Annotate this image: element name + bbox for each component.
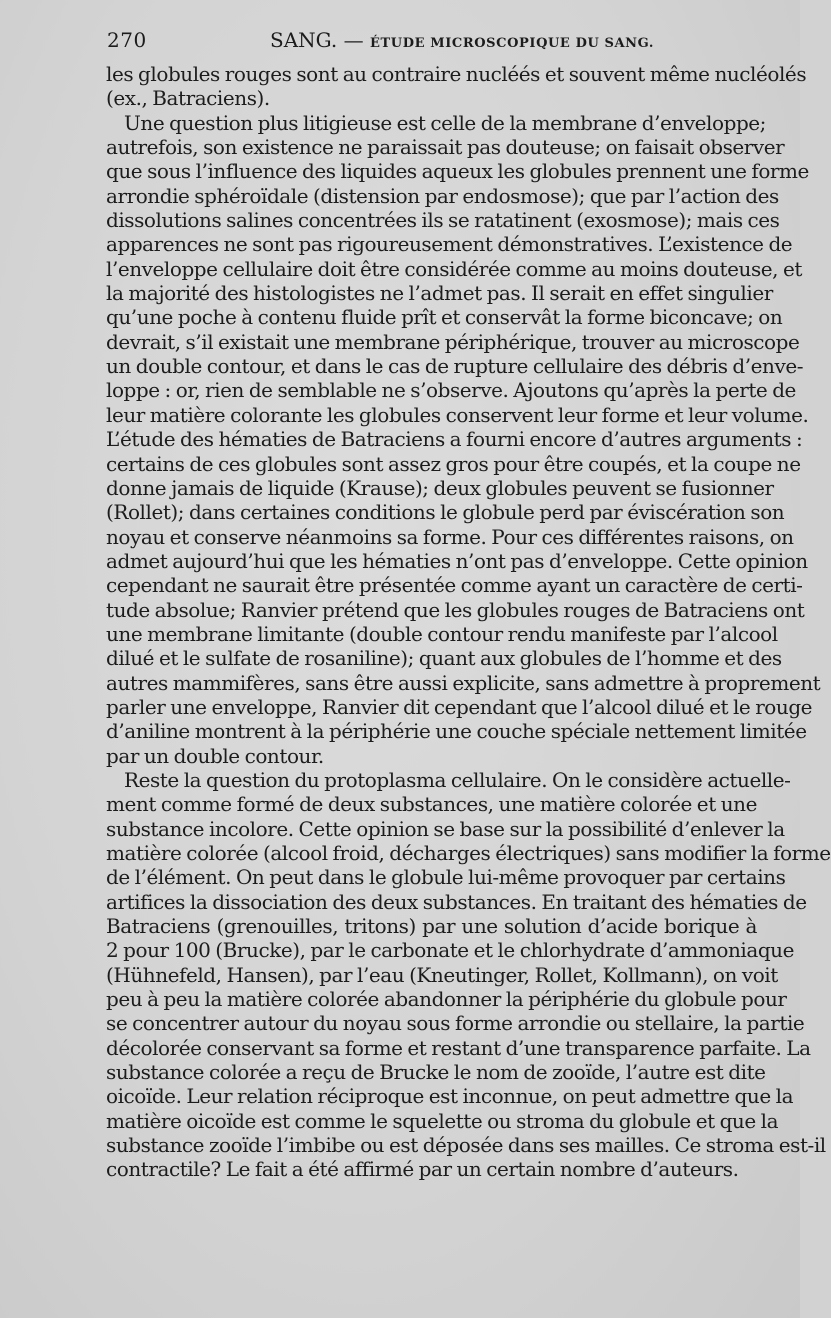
text-line: d’aniline montrent à la périphérie une couche spéciale nettement limitée [106, 719, 807, 744]
text-line: la majorité des histologistes ne l’admet pas. Il serait en effet singulier [106, 281, 773, 306]
text-line: dilué et le sulfate de rosaniline); quant aux globules de l’homme et des [106, 646, 782, 671]
text-line: devrait, s’il existait une membrane périphérique, trouver au microscope [106, 329, 800, 354]
text-line: dissolutions salines concentrées ils se ratatinent (exosmose); mais ces [106, 208, 780, 233]
text-line: cependant ne saurait être présentée comme ayant un caractère de certi- [106, 573, 803, 598]
text-line: Batraciens (grenouilles, tritons) par une solution d’acide borique à [106, 914, 757, 939]
text-line: noyau et conserve néanmoins sa forme. Pour ces différentes raisons, on [106, 524, 794, 549]
text-line: (ex., Batraciens). [106, 86, 270, 111]
text-line: les globules rouges sont au contraire nucléés et souvent même nucléolés [106, 62, 807, 86]
text-line: loppe : or, rien de semblable ne s’observe. Ajoutons qu’après la perte de [106, 378, 796, 403]
text-line: autrefois, son existence ne paraissait pas douteuse; on faisait observer [106, 135, 785, 160]
section-title: SANG. [270, 28, 338, 52]
text-line: qu’une poche à contenu fluide prît et conservât la forme biconcave; on [106, 305, 783, 330]
running-title [270, 28, 654, 52]
body-text [106, 62, 831, 1182]
paragraph [106, 767, 831, 1182]
text-line: l’enveloppe cellulaire doit être considérée comme au moins douteuse, et [106, 256, 802, 281]
text-line: L’étude des hématies de Batraciens a fourni encore d’autres arguments : [106, 427, 803, 452]
text-line: artifices la dissociation des deux substances. En traitant des hématies de [106, 889, 807, 914]
text-line: (Hühnefeld, Hansen), par l’eau (Kneutinger, Rollet, Kollmann), on voit [106, 962, 778, 987]
title-dash: — [337, 28, 370, 52]
text-line: que sous l’influence des liquides aqueux les globules prennent une forme [106, 159, 809, 184]
text-line: de l’élément. On peut dans le globule lui-même provoquer par certains [106, 865, 786, 890]
text-line: (Rollet); dans certaines conditions le globule perd par éviscération son [106, 500, 785, 525]
text-line: une membrane limitante (double contour rendu manifeste par l’alcool [106, 621, 778, 646]
text-line: par un double contour. [106, 743, 324, 768]
text-line: parler une enveloppe, Ranvier dit cependant que l’alcool dilué et le rouge [106, 694, 813, 719]
running-head [107, 28, 757, 54]
text-line: admet aujourd’hui que les hématies n’ont pas d’enveloppe. Cette opinion [106, 548, 808, 573]
text-line: 2 pour 100 (Brucke), par le carbonate et le chlorhydrate d’ammoniaque [106, 938, 794, 963]
text-line: oicoïde. Leur relation réciproque est inconnue, on peut admettre que la [106, 1084, 794, 1109]
text-line: substance colorée a reçu de Brucke le nom de zooïde, l’autre est dite [106, 1060, 766, 1085]
text-line: matière colorée (alcool froid, décharges électriques) sans modifier la forme [106, 841, 831, 865]
text-line: un double contour, et dans le cas de rupture cellulaire des débris d’enve- [106, 354, 804, 379]
paragraph [106, 110, 821, 768]
text-line: leur matière colorante les globules conservent leur forme et leur volume. [106, 402, 809, 427]
text-line: certains de ces globules sont assez gros pour être coupés, et la coupe ne [106, 451, 801, 476]
text-line: tude absolue; Ranvier prétend que les globules rouges de Batraciens ont [106, 597, 805, 622]
text-line: donne jamais de liquide (Krause); deux globules peuvent se fusionner [106, 475, 774, 500]
text-line: ment comme formé de deux substances, une matière colorée et une [106, 792, 757, 817]
text-line: contractile? Le fait a été affirmé par un certain nombre d’auteurs. [106, 1157, 739, 1182]
text-line: apparences ne sont pas rigoureusement démonstratives. L’existence de [106, 232, 793, 257]
text-line: Une question plus litigieuse est celle de la membrane d’enveloppe; [124, 110, 766, 135]
paragraph [106, 62, 807, 111]
text-line: autres mammifères, sans être aussi explicite, sans admettre à proprement [106, 670, 821, 695]
text-line: se concentrer autour du noyau sous forme arrondie ou stellaire, la partie [106, 1011, 805, 1036]
text-line: substance incolore. Cette opinion se base sur la possibilité d’enlever la [106, 816, 785, 841]
text-line: peu à peu la matière colorée abandonner la périphérie du globule pour [106, 987, 787, 1012]
text-line: substance zooïde l’imbibe ou est déposée dans ses mailles. Ce stroma est-il [106, 1133, 826, 1158]
text-line: Reste la question du protoplasma cellulaire. On le considère actuelle- [124, 767, 791, 792]
text-line: matière oicoïde est comme le squelette ou stroma du globule et que la [106, 1108, 779, 1133]
text-line: décolorée conservant sa forme et restant d’une transparence parfaite. La [106, 1035, 811, 1060]
text-line: arrondie sphéroïdale (distension par endosmose); que par l’action des [106, 183, 779, 208]
section-subtitle: ÉTUDE MICROSCOPIQUE DU SANG. [369, 36, 655, 51]
page-number: 270 [107, 28, 147, 52]
